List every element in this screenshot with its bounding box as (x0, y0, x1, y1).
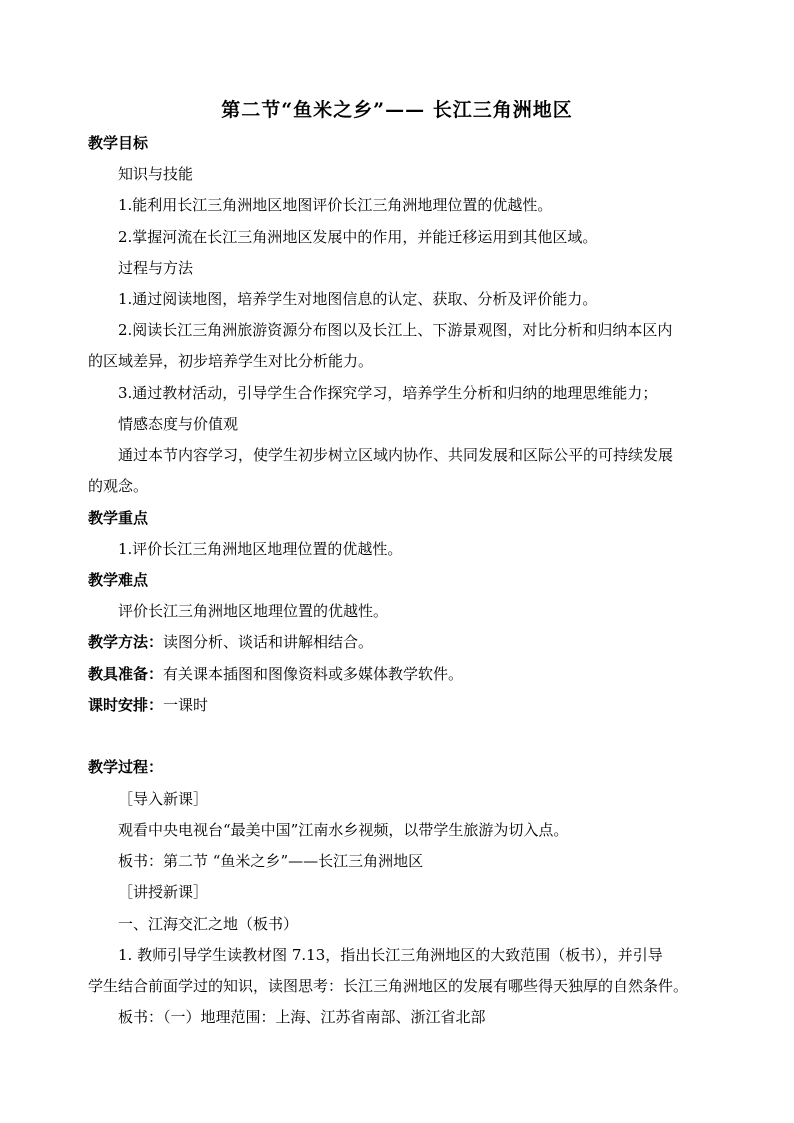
process-item-2-line-1: 2.阅读长江三角洲旅游资源分布图以及长江上、下游景观图，对比分析和归纳本区内 (118, 321, 673, 339)
process-item-2-line-2: 的区域差异，初步培养学生对比分析能力。 (88, 352, 374, 370)
tools-row (88, 659, 708, 689)
knowledge-item-1: 1.能利用长江三角洲地区地图评价长江三角洲地理位置的优越性。 (118, 196, 553, 214)
key-points-item: 1.评价长江三角洲地区地理位置的优越性。 (118, 540, 403, 558)
schedule-label: 课时安排： (88, 696, 164, 714)
methods-row (88, 627, 708, 657)
difficulties-item: 评价长江三角洲地区地理位置的优越性。 (118, 602, 389, 620)
emotion-line-2: 的观念。 (88, 477, 149, 495)
knowledge-item-2: 2.掌握河流在长江三角洲地区发展中的作用，并能迁移运用到其他区域。 (118, 228, 598, 246)
difficulties-heading: 教学难点 (88, 571, 149, 589)
tools-value: 有关课本插图和图像资料或多媒体教学软件。 (163, 665, 464, 683)
board-note-2: 板书：（一）地理范围：上海、江苏省南部、浙江省北部 (118, 1008, 486, 1026)
methods-value: 读图分析、谈话和讲解相结合。 (163, 633, 374, 651)
process-item-3: 3.通过教材活动，引导学生合作探究学习，培养学生分析和归纳的地理思维能力； (118, 384, 658, 402)
section-1-heading: 一、江海交汇之地（板书） (118, 915, 299, 933)
board-note-1: 板书：第二节 “鱼米之乡”——长江三角洲地区 (118, 852, 424, 870)
intro-text: 观看中央电视台“最美中国”江南水乡视频，以带学生旅游为切入点。 (118, 821, 569, 839)
objectives-heading: 教学目标 (88, 134, 149, 152)
process-heading: 过程与方法 (118, 259, 194, 277)
emotion-line-1: 通过本节内容学习，使学生初步树立区域内协作、共同发展和区际公平的可持续发展 (118, 446, 674, 464)
intro-tag: ［导入新课］ (118, 790, 209, 808)
step-1-line-1: 1. 教师引导学生读教材图 7.13，指出长江三角洲地区的大致范围（板书），并引导 (118, 946, 663, 964)
page-title: 第二节“鱼米之乡”—— 长江三角洲地区 (221, 99, 573, 121)
step-1-line-2: 学生结合前面学过的知识，读图思考：长江三角洲地区的发展有哪些得天独厚的自然条件。 (88, 977, 689, 995)
tools-label: 教具准备： (88, 665, 164, 683)
process-section-heading: 教学过程： (88, 758, 164, 776)
process-item-1: 1.通过阅读地图，培养学生对地图信息的认定、获取、分析及评价能力。 (118, 290, 598, 308)
lecture-tag: ［讲授新课］ (118, 883, 209, 901)
key-points-heading: 教学重点 (88, 509, 149, 527)
schedule-value: 一课时 (163, 696, 209, 714)
knowledge-heading: 知识与技能 (118, 165, 194, 183)
methods-label: 教学方法： (88, 633, 164, 651)
schedule-row (88, 690, 708, 720)
emotion-heading: 情感态度与价值观 (118, 415, 239, 433)
